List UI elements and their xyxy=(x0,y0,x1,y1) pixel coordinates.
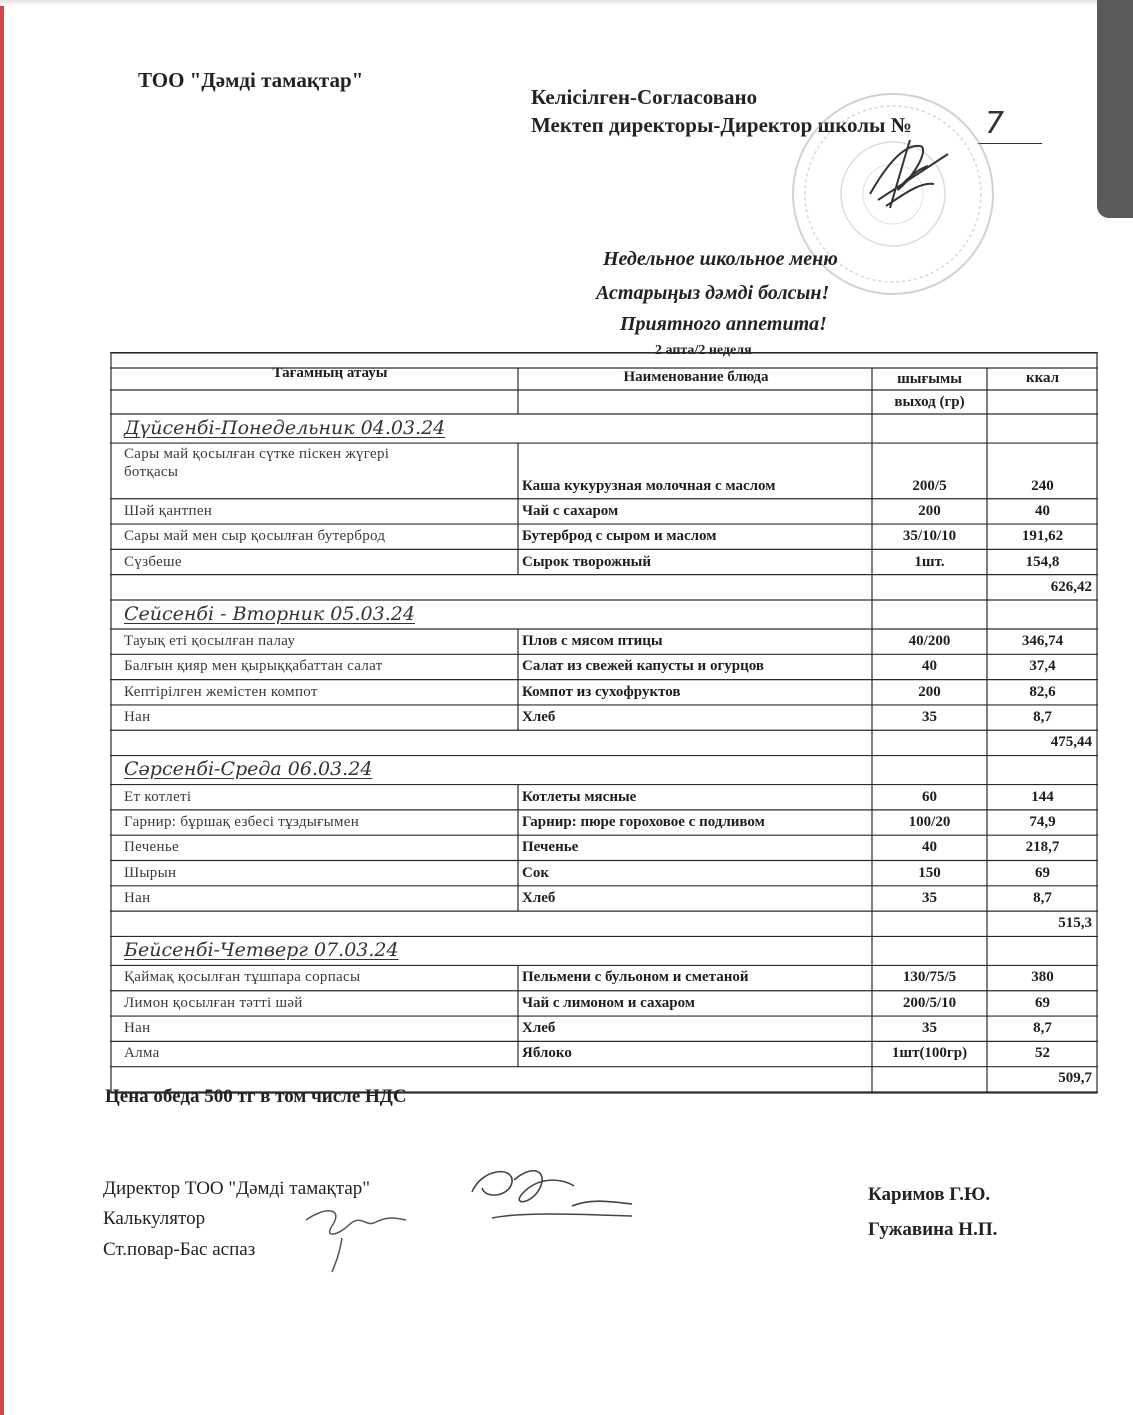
dish-name-ru: Салат из свежей капусты и огурцов xyxy=(522,659,764,675)
dish-kcal: 69 xyxy=(1035,995,1050,1011)
dish-yield: 35 xyxy=(922,890,937,906)
column-header-kcal: ккал xyxy=(1025,371,1060,386)
dish-yield: 200/5 xyxy=(912,478,947,494)
dish-kcal: 240 xyxy=(1031,478,1054,494)
dish-name-ru: Бутерброд с сыром и маслом xyxy=(522,529,717,545)
dish-kcal: 191,62 xyxy=(1021,529,1064,545)
dish-yield: 40 xyxy=(922,840,937,856)
dish-name-kz: ботқасы xyxy=(124,465,179,480)
dish-name-ru: Яблоко xyxy=(522,1046,572,1062)
dish-name-kz: Сүзбеше xyxy=(124,554,182,570)
dish-name-kz: Нан xyxy=(124,890,151,906)
dish-kcal: 69 xyxy=(1035,865,1050,881)
dish-name-kz: Шәй қантпен xyxy=(124,503,213,519)
dish-name-ru: Хлеб xyxy=(522,1021,556,1037)
calculator-signature xyxy=(296,1196,416,1276)
dish-kcal: 52 xyxy=(1035,1046,1050,1062)
dish-yield: 200 xyxy=(918,503,941,519)
company-name: ТОО "Дәмді тамақтар" xyxy=(138,68,364,92)
dish-name-ru: Гарнир: пюре гороховое с подливом xyxy=(522,814,765,830)
dish-name-kz: Алма xyxy=(124,1046,160,1062)
column-header-ru: Наименование блюда xyxy=(623,370,769,385)
page-top-shadow xyxy=(0,0,1133,6)
dish-yield: 40 xyxy=(922,659,937,675)
day-total-kcal: 626,42 xyxy=(1050,579,1092,595)
footer-director-name: Каримов Г.Ю. xyxy=(868,1184,991,1205)
company-director-signature xyxy=(452,1158,652,1238)
dish-yield: 35 xyxy=(922,710,937,726)
dish-name-kz: Сары май мен сыр қосылған бутерброд xyxy=(124,529,386,545)
dish-name-kz: Нан xyxy=(124,1021,151,1037)
dish-name-ru: Чай с сахаром xyxy=(522,503,619,519)
dish-name-ru: Чай с лимоном и сахаром xyxy=(522,995,696,1011)
dish-name-kz: Печенье xyxy=(124,840,179,856)
dish-kcal: 218,7 xyxy=(1025,840,1060,856)
dish-yield: 35 xyxy=(922,1021,937,1037)
column-header-kz: Тағамның атауы xyxy=(272,366,388,381)
lunch-price-note: Цена обеда 500 тг в том числе НДС xyxy=(105,1086,407,1107)
footer-chef-name: Гужавина Н.П. xyxy=(868,1219,998,1240)
dish-kcal: 380 xyxy=(1031,970,1054,986)
page-red-edge xyxy=(0,0,4,1415)
dish-yield: 1шт. xyxy=(914,554,945,570)
day-total-kcal: 475,44 xyxy=(1050,735,1092,751)
dish-name-ru: Сок xyxy=(522,865,549,881)
dish-name-ru: Сырок творожный xyxy=(522,554,651,570)
viewer-scroll-tab[interactable] xyxy=(1097,0,1133,218)
dish-yield: 200/5/10 xyxy=(902,995,957,1011)
day-title: Сейсенбі - Вторник 05.03.24 xyxy=(124,602,415,625)
dish-kcal: 8,7 xyxy=(1033,890,1052,906)
director-signature xyxy=(862,136,952,212)
school-number: 7 xyxy=(985,106,1005,141)
dish-kcal: 40 xyxy=(1035,503,1050,519)
day-title: Дүйсенбі-Понедельник 04.03.24 xyxy=(124,417,446,439)
day-total-kcal: 515,3 xyxy=(1058,915,1092,931)
dish-name-ru: Компот из сухофруктов xyxy=(522,684,681,700)
dish-kcal: 346,74 xyxy=(1021,634,1064,650)
column-header-yield-sub: выход (гр) xyxy=(894,395,965,410)
menu-title-ru: Недельное школьное меню xyxy=(603,248,838,270)
dish-name-kz: Ет котлеті xyxy=(124,789,192,805)
day-title: Бейсенбі-Четверг 07.03.24 xyxy=(124,939,399,962)
dish-name-ru: Хлеб xyxy=(522,890,556,906)
dish-yield: 35/10/10 xyxy=(902,529,957,545)
dish-name-kz: Нан xyxy=(124,710,151,726)
dish-kcal: 74,9 xyxy=(1029,814,1056,830)
dish-name-ru: Хлеб xyxy=(522,710,556,726)
dish-kcal: 8,7 xyxy=(1033,1021,1052,1037)
school-director-label: Мектеп директоры-Директор школы № xyxy=(531,113,912,137)
day-total-kcal: 509,7 xyxy=(1058,1071,1092,1087)
dish-yield: 60 xyxy=(922,789,937,805)
dish-name-ru: Пельмени с бульоном и сметаной xyxy=(522,970,749,986)
footer-director-label: Директор ТОО "Дәмді тамақтар" xyxy=(103,1178,371,1199)
dish-kcal: 144 xyxy=(1031,789,1054,805)
dish-name-kz: Кептірілген жемістен компот xyxy=(124,684,318,700)
footer-calculator-label: Калькулятор xyxy=(103,1208,206,1229)
week-label: 2 апта/2 неделя xyxy=(655,343,752,358)
column-header-yield: шығымы xyxy=(897,372,962,387)
dish-name-kz: Қаймақ қосылған тұшпара сорпасы xyxy=(124,970,361,986)
dish-name-kz: Гарнир: бұршақ езбесі тұздығымен xyxy=(124,814,360,830)
dish-name-kz: Балғын қияр мен қырыққабаттан салат xyxy=(124,659,383,675)
agreed-label: Келісілген-Согласовано xyxy=(531,85,758,109)
weekly-menu-table xyxy=(110,352,1098,1094)
dish-name-kz: Шырын xyxy=(124,865,177,881)
dish-name-ru: Плов с мясом птицы xyxy=(522,634,663,650)
menu-greeting-ru: Приятного аппетита! xyxy=(620,313,827,335)
dish-yield: 200 xyxy=(918,684,941,700)
menu-greeting-kz: Астарыңыз дәмді болсын! xyxy=(596,282,830,304)
dish-name-ru: Печенье xyxy=(522,840,579,856)
dish-name-kz: Лимон қосылған тәтті шәй xyxy=(124,995,303,1011)
dish-yield: 1шт(100гр) xyxy=(891,1046,968,1062)
dish-name-kz: Сары май қосылған сүтке піскен жүгері xyxy=(124,447,390,462)
dish-name-ru: Котлеты мясные xyxy=(522,789,637,805)
dish-kcal: 8,7 xyxy=(1033,710,1052,726)
dish-name-ru: Каша кукурузная молочная с маслом xyxy=(522,478,776,494)
footer-chef-label: Ст.повар-Бас аспаз xyxy=(103,1239,256,1260)
dish-yield: 150 xyxy=(918,865,941,881)
day-title: Сәрсенбі-Среда 06.03.24 xyxy=(124,758,373,781)
dish-yield: 40/200 xyxy=(908,634,951,650)
dish-kcal: 154,8 xyxy=(1025,554,1060,570)
dish-yield: 130/75/5 xyxy=(902,970,957,986)
dish-yield: 100/20 xyxy=(908,814,951,830)
dish-kcal: 37,4 xyxy=(1029,659,1056,675)
dish-name-kz: Тауық еті қосылған палау xyxy=(124,634,296,650)
dish-kcal: 82,6 xyxy=(1029,684,1056,700)
